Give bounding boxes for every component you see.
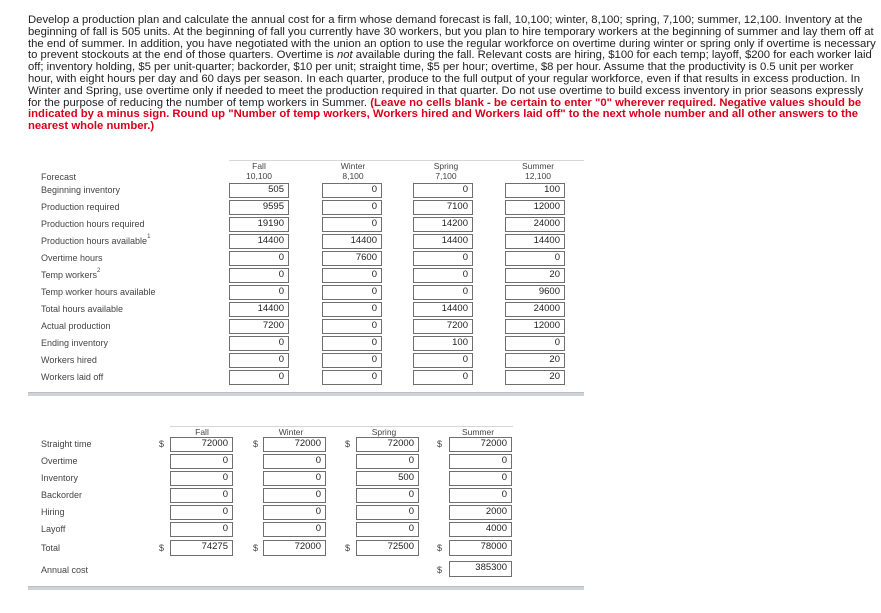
currency-symbol: $ bbox=[253, 439, 259, 449]
input-cell[interactable]: 0 bbox=[322, 336, 382, 351]
season-header-winter: Winter bbox=[340, 161, 366, 171]
currency-symbol: $ bbox=[253, 543, 259, 553]
row-label: Temp worker hours available bbox=[41, 287, 156, 297]
table-divider bbox=[28, 392, 584, 396]
instructions-note: (Leave no cells blank - be certain to enter "0" wherever required. Negative values should be indicated by a minus sign. Round up "Number of temp workers, Workers hired and Workers laid off" to the next whole number and all other answers to the nearest whole number.) bbox=[28, 96, 862, 133]
cost-input-cell[interactable]: 0 bbox=[263, 522, 326, 537]
cost-season-header-summer: Summer bbox=[461, 427, 495, 437]
footnote-marker: 1 bbox=[147, 234, 151, 240]
input-cell[interactable]: 0 bbox=[229, 268, 289, 283]
input-cell[interactable]: 0 bbox=[229, 370, 289, 385]
input-cell[interactable]: 14200 bbox=[413, 217, 473, 232]
cost-input-cell[interactable]: 2000 bbox=[449, 505, 512, 520]
cost-input-cell[interactable]: 0 bbox=[356, 488, 419, 503]
cost-input-cell[interactable]: 72000 bbox=[356, 437, 419, 452]
row-label: Production hours required bbox=[41, 219, 145, 229]
forecast-value-summer: 12,100 bbox=[525, 171, 551, 181]
cost-input-cell[interactable]: 500 bbox=[356, 471, 419, 486]
season-header-fall: Fall bbox=[252, 161, 266, 171]
cost-season-header-fall: Fall bbox=[195, 427, 209, 437]
total-label: Total bbox=[41, 543, 61, 553]
row-label: Ending inventory bbox=[41, 338, 109, 348]
currency-symbol: $ bbox=[345, 439, 351, 449]
input-cell[interactable]: 0 bbox=[322, 302, 382, 317]
forecast-value-fall: 10,100 bbox=[246, 171, 272, 181]
input-cell[interactable]: 0 bbox=[413, 183, 473, 198]
input-cell[interactable]: 7200 bbox=[229, 319, 289, 334]
input-cell[interactable]: 20 bbox=[505, 353, 565, 368]
cost-input-cell[interactable]: 0 bbox=[356, 522, 419, 537]
cost-input-cell[interactable]: 72000 bbox=[170, 437, 233, 452]
currency-symbol: $ bbox=[437, 565, 443, 575]
problem-statement bbox=[28, 15, 876, 133]
row-label: Workers laid off bbox=[41, 372, 104, 382]
cost-row-label: Inventory bbox=[41, 473, 79, 483]
cost-input-cell[interactable]: 0 bbox=[170, 488, 233, 503]
cost-season-header-winter: Winter bbox=[278, 427, 304, 437]
cost-season-header-spring: Spring bbox=[371, 427, 397, 437]
input-cell[interactable]: 24000 bbox=[505, 302, 565, 317]
footnote-marker: 2 bbox=[97, 268, 101, 274]
input-cell[interactable]: 0 bbox=[322, 370, 382, 385]
input-cell[interactable]: 0 bbox=[505, 251, 565, 266]
input-cell[interactable]: 0 bbox=[505, 336, 565, 351]
cost-input-cell[interactable]: 0 bbox=[263, 488, 326, 503]
row-label: Production required bbox=[41, 202, 120, 212]
input-cell[interactable]: 14400 bbox=[229, 234, 289, 249]
cost-row-label: Hiring bbox=[41, 507, 65, 517]
currency-symbol: $ bbox=[345, 543, 351, 553]
input-cell[interactable]: 0 bbox=[322, 217, 382, 232]
currency-symbol: $ bbox=[437, 543, 443, 553]
row-label: Workers hired bbox=[41, 355, 97, 365]
cost-input-cell[interactable]: 0 bbox=[449, 471, 512, 486]
cost-input-cell[interactable]: 0 bbox=[449, 454, 512, 469]
input-cell[interactable]: 24000 bbox=[505, 217, 565, 232]
input-cell[interactable]: 9600 bbox=[505, 285, 565, 300]
input-cell[interactable]: 9595 bbox=[229, 200, 289, 215]
cost-input-cell[interactable]: 0 bbox=[170, 454, 233, 469]
input-cell[interactable]: 100 bbox=[505, 183, 565, 198]
total-cell[interactable]: 72000 bbox=[263, 540, 326, 556]
annual-cost-label: Annual cost bbox=[41, 565, 89, 575]
cost-input-cell[interactable]: 72000 bbox=[449, 437, 512, 452]
input-cell[interactable]: 0 bbox=[229, 285, 289, 300]
input-cell[interactable]: 14400 bbox=[505, 234, 565, 249]
cost-input-cell[interactable]: 0 bbox=[356, 505, 419, 520]
currency-symbol: $ bbox=[159, 543, 165, 553]
row-label: Total hours available bbox=[41, 304, 124, 314]
row-label: Overtime hours bbox=[41, 253, 103, 263]
input-cell[interactable]: 100 bbox=[413, 336, 473, 351]
input-cell[interactable]: 0 bbox=[229, 336, 289, 351]
cost-input-cell[interactable]: 0 bbox=[170, 471, 233, 486]
input-cell[interactable]: 14400 bbox=[413, 234, 473, 249]
row-label: Temp workers$^2$ bbox=[41, 268, 101, 280]
input-cell[interactable]: 14400 bbox=[229, 302, 289, 317]
input-cell[interactable]: 505 bbox=[229, 183, 289, 198]
input-cell[interactable]: 0 bbox=[413, 268, 473, 283]
input-cell[interactable]: 0 bbox=[322, 319, 382, 334]
row-label: Actual production bbox=[41, 321, 111, 331]
season-header-spring: Spring bbox=[433, 161, 459, 171]
currency-symbol: $ bbox=[437, 439, 443, 449]
input-cell[interactable]: 0 bbox=[413, 251, 473, 266]
cost-row-label: Overtime bbox=[41, 456, 78, 466]
currency-symbol: $ bbox=[159, 439, 165, 449]
problem-text-not: not bbox=[336, 49, 353, 62]
input-cell[interactable]: 0 bbox=[229, 353, 289, 368]
input-cell[interactable]: 14400 bbox=[413, 302, 473, 317]
cost-row-label: Straight time bbox=[41, 439, 92, 449]
forecast-value-winter: 8,100 bbox=[342, 171, 364, 181]
total-cell[interactable]: 74275 bbox=[170, 540, 233, 556]
input-cell[interactable]: 7100 bbox=[413, 200, 473, 215]
problem-text-2: available during the fall. Relevant costs are hiring, $100 for each temp; layoff, $200 for each worker laid off; inventory holding, $5 per unit-quarter; backorder, $10 per unit; straight time, $5 per hour; overtime, $8 per hour. Assume that the productivity is 0.5 unit per worker hour, with eight hours per day and 60 days per season. In each quarter, produce to the full output of your regular workforce, even if that results in excess production. In Winter and Spring, use overtime only if needed to meet the production required in that quarter. Do not use overtime to build excess inventory in prior seasons expressly for the purpose of reducing the number of temp workers in Summer. bbox=[28, 49, 872, 109]
problem-text-1: Develop a production plan and calculate the annual cost for a firm whose demand forecast is fall, 10,100; winter, 8,100; spring, 7,100; summer, 12,100. Inventory at the beginning of fall is 505 units. At the beginning of fall you currently have 30 workers, but you plan to hire temporary workers at the beginning of summer and lay them off at the end of summer. In addition, you have negotiated with the union an option to use the regular workforce on overtime during winter or spring only if overtime is necessary to prevent stockouts at the end of those quarters. Overtime is bbox=[28, 14, 876, 62]
input-cell[interactable]: 14400 bbox=[322, 234, 382, 249]
cost-input-cell[interactable]: 0 bbox=[170, 522, 233, 537]
input-cell[interactable]: 7200 bbox=[413, 319, 473, 334]
total-cell[interactable]: 78000 bbox=[449, 540, 512, 556]
forecast-label: Forecast bbox=[41, 172, 77, 182]
row-label: Beginning inventory bbox=[41, 185, 121, 195]
cost-input-cell[interactable]: 0 bbox=[263, 454, 326, 469]
cost-input-cell[interactable]: 0 bbox=[263, 471, 326, 486]
cost-input-cell[interactable]: 4000 bbox=[449, 522, 512, 537]
forecast-value-spring: 7,100 bbox=[435, 171, 457, 181]
cost-input-cell[interactable]: 0 bbox=[449, 488, 512, 503]
input-cell[interactable]: 0 bbox=[322, 353, 382, 368]
cost-input-cell[interactable]: 0 bbox=[263, 505, 326, 520]
season-header-summer: Summer bbox=[521, 161, 555, 171]
input-cell[interactable]: 0 bbox=[229, 251, 289, 266]
input-cell[interactable]: 12000 bbox=[505, 200, 565, 215]
total-cell[interactable]: 72500 bbox=[356, 540, 419, 556]
input-cell[interactable]: 0 bbox=[413, 353, 473, 368]
input-cell[interactable]: 0 bbox=[322, 183, 382, 198]
input-cell[interactable]: 12000 bbox=[505, 319, 565, 334]
cost-row-label: Layoff bbox=[41, 524, 66, 534]
cost-input-cell[interactable]: 0 bbox=[170, 505, 233, 520]
table-divider bbox=[28, 586, 584, 590]
input-cell[interactable]: 20 bbox=[505, 268, 565, 283]
input-cell[interactable]: 0 bbox=[322, 268, 382, 283]
row-label: Production hours available$^1$ bbox=[41, 234, 151, 246]
cost-row-label: Backorder bbox=[41, 490, 83, 500]
input-cell[interactable]: 20 bbox=[505, 370, 565, 385]
input-cell[interactable]: 0 bbox=[322, 200, 382, 215]
cost-input-cell[interactable]: 72000 bbox=[263, 437, 326, 452]
annual-cost-cell[interactable]: 385300 bbox=[449, 561, 512, 577]
cost-input-cell[interactable]: 0 bbox=[356, 454, 419, 469]
input-cell[interactable]: 0 bbox=[413, 370, 473, 385]
input-cell[interactable]: 0 bbox=[322, 285, 382, 300]
input-cell[interactable]: 7600 bbox=[322, 251, 382, 266]
input-cell[interactable]: 0 bbox=[413, 285, 473, 300]
input-cell[interactable]: 19190 bbox=[229, 217, 289, 232]
